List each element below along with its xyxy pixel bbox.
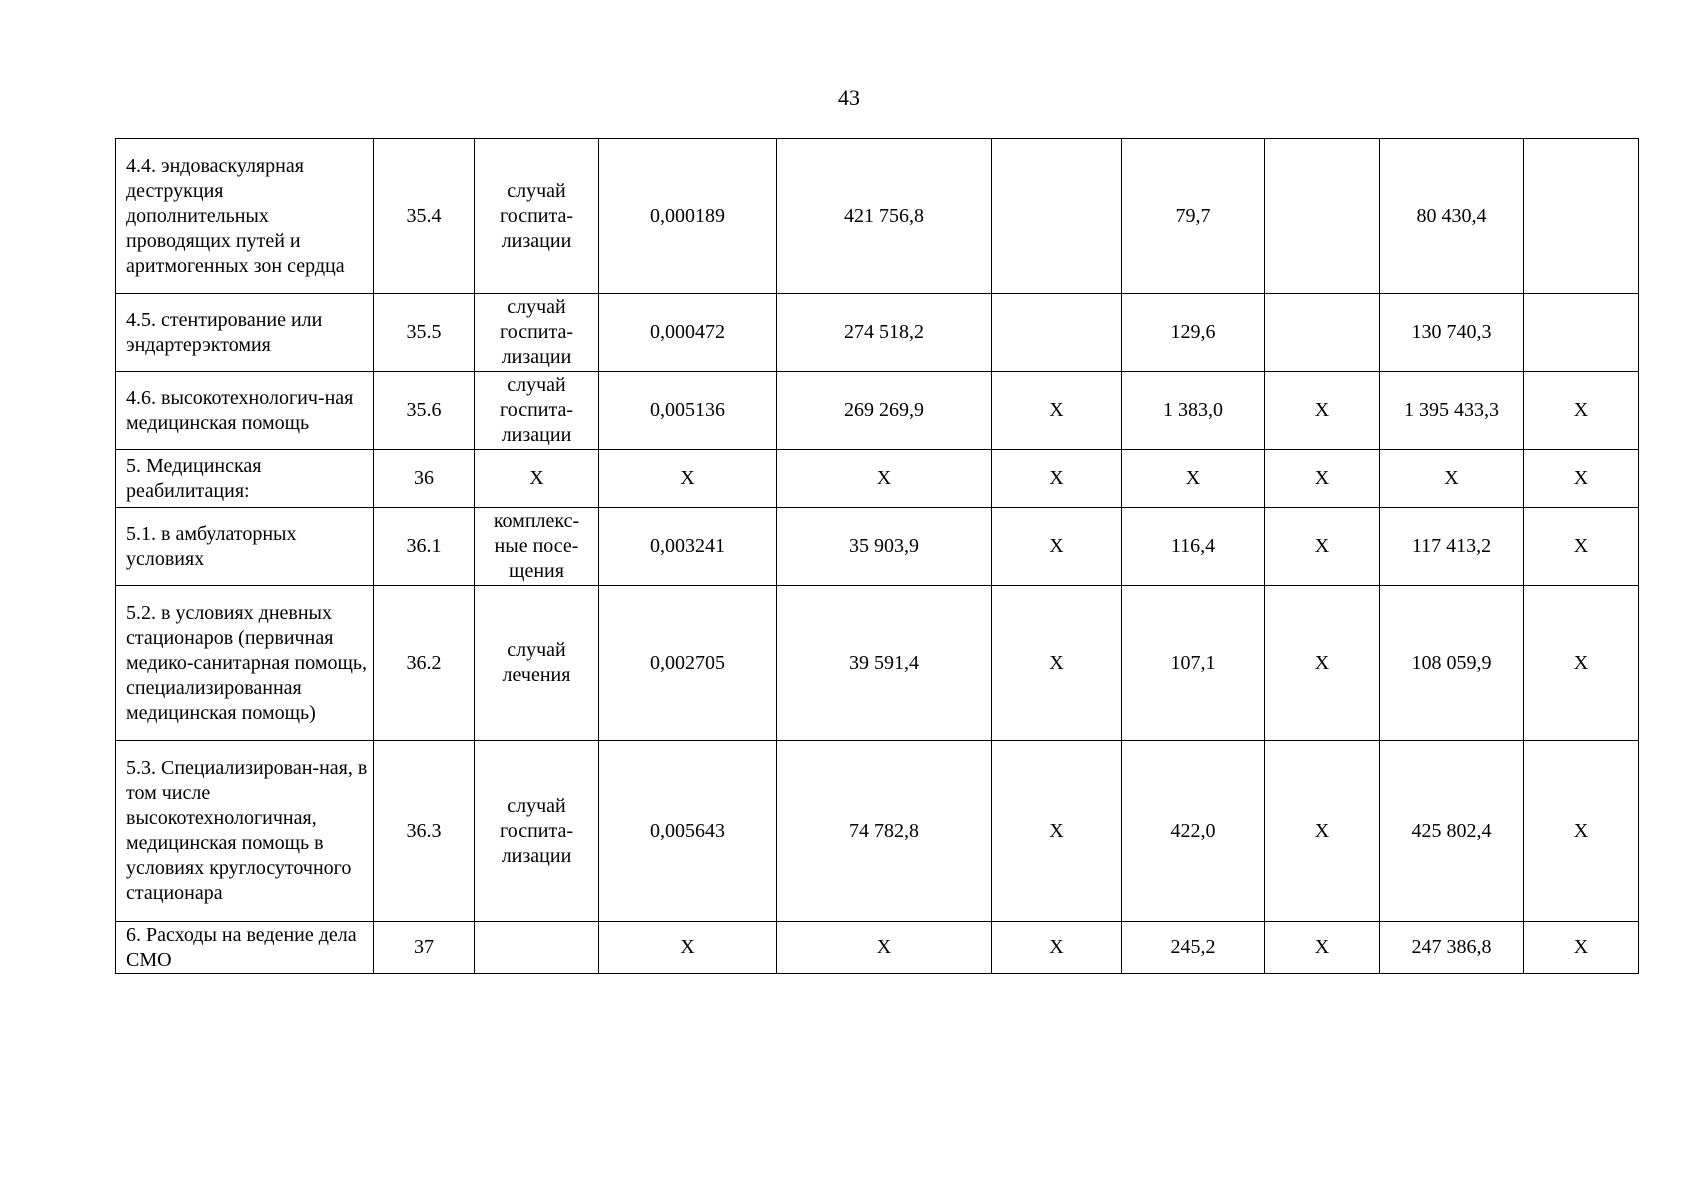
row-value-cell: Х <box>1524 586 1639 741</box>
row-value-cell: Х <box>992 508 1122 586</box>
row-value-cell: Х <box>1265 372 1380 450</box>
row-value-cell: Х <box>1265 586 1380 741</box>
row-value-cell: 0,002705 <box>599 586 777 741</box>
row-name-cell: 4.4. эндоваскулярная деструкция дополнительных проводящих путей и аритмогенных зон сердца <box>116 139 374 294</box>
row-value-cell: Х <box>1524 922 1639 974</box>
row-name-cell: 5.2. в условиях дневных стационаров (первичная медико-санитарная помощь, специализированная медицинская помощь) <box>116 586 374 741</box>
row-unit-cell: случай госпита- лизации <box>475 372 599 450</box>
row-code-cell: 35.6 <box>374 372 475 450</box>
row-name-cell: 6. Расходы на ведение дела СМО <box>116 922 374 974</box>
row-unit-cell: случай госпита- лизации <box>475 139 599 294</box>
row-code-cell: 36.2 <box>374 586 475 741</box>
row-value-cell: Х <box>1265 922 1380 974</box>
row-value-cell: Х <box>1265 450 1380 508</box>
row-value-cell: 0,000472 <box>599 294 777 372</box>
row-value-cell: 0,005643 <box>599 741 777 922</box>
row-value-cell: 39 591,4 <box>777 586 992 741</box>
row-value-cell: Х <box>599 922 777 974</box>
row-value-cell: Х <box>992 450 1122 508</box>
row-name-cell: 5.1. в амбулаторных условиях <box>116 508 374 586</box>
row-value-cell: 80 430,4 <box>1380 139 1524 294</box>
table-row <box>116 741 1639 922</box>
row-value-cell: 1 383,0 <box>1122 372 1265 450</box>
table-row <box>116 922 1639 974</box>
row-value-cell <box>1524 294 1639 372</box>
row-value-cell: Х <box>1380 450 1524 508</box>
table-row <box>116 586 1639 741</box>
row-value-cell: 0,003241 <box>599 508 777 586</box>
row-unit-cell: Х <box>475 450 599 508</box>
row-value-cell: Х <box>992 741 1122 922</box>
row-value-cell: Х <box>1265 508 1380 586</box>
row-name-cell: 4.6. высокотехнологич-ная медицинская помощь <box>116 372 374 450</box>
row-value-cell: 245,2 <box>1122 922 1265 974</box>
table-row <box>116 372 1639 450</box>
row-value-cell: 0,000189 <box>599 139 777 294</box>
row-value-cell: Х <box>599 450 777 508</box>
row-value-cell <box>1265 294 1380 372</box>
row-value-cell: Х <box>1524 372 1639 450</box>
table-row <box>116 139 1639 294</box>
row-value-cell: Х <box>777 922 992 974</box>
row-value-cell: 130 740,3 <box>1380 294 1524 372</box>
row-value-cell <box>1265 139 1380 294</box>
row-value-cell: 1 395 433,3 <box>1380 372 1524 450</box>
row-value-cell: Х <box>1265 741 1380 922</box>
row-value-cell: 0,005136 <box>599 372 777 450</box>
row-value-cell: 269 269,9 <box>777 372 992 450</box>
row-value-cell: Х <box>1524 741 1639 922</box>
row-value-cell: 421 756,8 <box>777 139 992 294</box>
row-code-cell: 35.5 <box>374 294 475 372</box>
row-unit-cell: случай госпита- лизации <box>475 741 599 922</box>
row-code-cell: 36 <box>374 450 475 508</box>
row-unit-cell: комплекс- ные посе- щения <box>475 508 599 586</box>
row-value-cell: 74 782,8 <box>777 741 992 922</box>
row-value-cell: 107,1 <box>1122 586 1265 741</box>
row-value-cell: 274 518,2 <box>777 294 992 372</box>
row-value-cell: 79,7 <box>1122 139 1265 294</box>
row-code-cell: 37 <box>374 922 475 974</box>
row-unit-cell: случай лечения <box>475 586 599 741</box>
row-value-cell: 117 413,2 <box>1380 508 1524 586</box>
row-value-cell: Х <box>992 922 1122 974</box>
row-value-cell: 35 903,9 <box>777 508 992 586</box>
row-code-cell: 36.1 <box>374 508 475 586</box>
row-value-cell <box>992 294 1122 372</box>
row-value-cell: 247 386,8 <box>1380 922 1524 974</box>
row-unit-cell: случай госпита- лизации <box>475 294 599 372</box>
row-value-cell: Х <box>992 586 1122 741</box>
row-name-cell: 5.3. Специализирован-ная, в том числе высокотехнологичная, медицинская помощь в условиях круглосуточного стационара <box>116 741 374 922</box>
row-value-cell: 116,4 <box>1122 508 1265 586</box>
row-name-cell: 5. Медицинская реабилитация: <box>116 450 374 508</box>
row-value-cell <box>1524 139 1639 294</box>
row-value-cell: Х <box>992 372 1122 450</box>
row-value-cell: 425 802,4 <box>1380 741 1524 922</box>
row-value-cell: Х <box>777 450 992 508</box>
row-value-cell: 108 059,9 <box>1380 586 1524 741</box>
row-value-cell: Х <box>1524 508 1639 586</box>
row-name-cell: 4.5. стентирование или эндартерэктомия <box>116 294 374 372</box>
row-value-cell <box>992 139 1122 294</box>
row-value-cell: Х <box>1122 450 1265 508</box>
row-value-cell: 422,0 <box>1122 741 1265 922</box>
row-value-cell: Х <box>1524 450 1639 508</box>
row-code-cell: 36.3 <box>374 741 475 922</box>
row-code-cell: 35.4 <box>374 139 475 294</box>
table-row <box>116 294 1639 372</box>
table-row <box>116 508 1639 586</box>
data-table <box>115 138 1639 974</box>
page-number: 43 <box>838 85 860 110</box>
row-value-cell: 129,6 <box>1122 294 1265 372</box>
row-unit-cell <box>475 922 599 974</box>
table-row <box>116 450 1639 508</box>
